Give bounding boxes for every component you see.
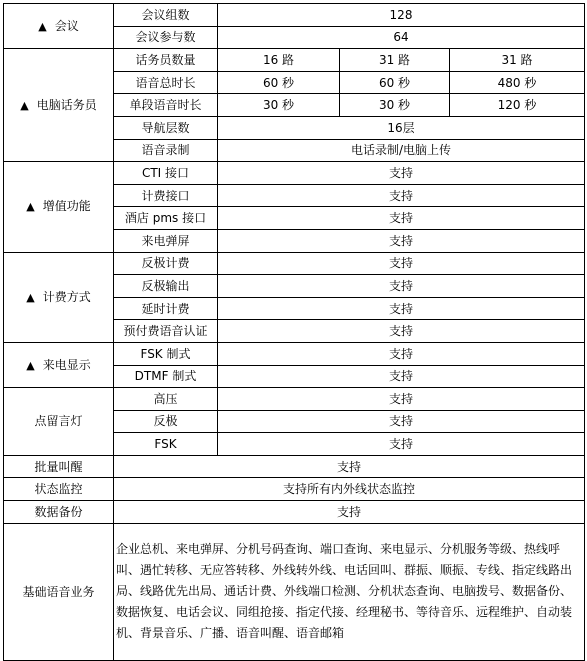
triangle-marker-icon: ▲ xyxy=(26,290,35,304)
item-label: 语音总时长 xyxy=(114,71,218,94)
item-label: 来电弹屏 xyxy=(114,229,218,252)
value-cell: 支持 xyxy=(218,410,585,433)
value-cell: 支持 xyxy=(218,433,585,456)
value-cell: 60 秒 xyxy=(340,71,450,94)
item-label: 酒店 pms 接口 xyxy=(114,207,218,230)
value-cell: 31 路 xyxy=(340,49,450,72)
value-cell: 支持 xyxy=(218,229,585,252)
value-cell: 支持 xyxy=(114,455,585,478)
value-cell: 128 xyxy=(218,4,585,27)
value-cell: 支持 xyxy=(218,388,585,411)
category-label: 计费方式 xyxy=(42,289,91,304)
value-cell: 电话录制/电脑上传 xyxy=(218,139,585,162)
category-cell xyxy=(4,49,114,162)
value-cell: 支持 xyxy=(218,184,585,207)
category-label: 会议 xyxy=(54,18,79,33)
category-cell xyxy=(4,342,114,387)
value-cell: 支持 xyxy=(218,252,585,275)
item-label: 数据备份 xyxy=(4,501,114,524)
triangle-marker-icon: ▲ xyxy=(20,98,29,112)
item-label: 反极计费 xyxy=(114,252,218,275)
item-label: 话务员数量 xyxy=(114,49,218,72)
table-row xyxy=(4,388,585,411)
category-label: 来电显示 xyxy=(42,357,91,372)
item-label: 会议组数 xyxy=(114,4,218,27)
item-label: 高压 xyxy=(114,388,218,411)
spec-table-body xyxy=(4,4,585,661)
services-text: 企业总机、来电弹屏、分机号码查询、端口查询、来电显示、分机服务等级、热线呼叫、遇忙转移、无应答转移、外线转外线、电话回叫、群振、顺振、专线、指定线路出局、线路优先出局、通话计费、外线端口检测、分机状态查询、电脑拨号、数据备份、数据恢复、电话会议、同组抢接、指定代接、经理秘书、等待音乐、远程维护、自动装机、背景音乐、广播、语音叫醒、语音邮箱 xyxy=(114,523,585,660)
item-label: 计费接口 xyxy=(114,184,218,207)
table-row xyxy=(4,342,585,365)
item-label: 基础语音业务 xyxy=(4,523,114,660)
item-label: 语音录制 xyxy=(114,139,218,162)
value-cell: 30 秒 xyxy=(218,94,340,117)
category-label: 增值功能 xyxy=(42,199,91,214)
item-label: 单段语音时长 xyxy=(114,94,218,117)
item-label: 批量叫醒 xyxy=(4,455,114,478)
item-label: 导航层数 xyxy=(114,116,218,139)
item-label: 反极 xyxy=(114,410,218,433)
table-row xyxy=(4,162,585,185)
item-label: 会议参与数 xyxy=(114,26,218,49)
value-cell: 60 秒 xyxy=(218,71,340,94)
value-cell: 支持 xyxy=(218,297,585,320)
category-cell xyxy=(4,162,114,252)
triangle-marker-icon: ▲ xyxy=(38,19,47,33)
item-label: FSK 制式 xyxy=(114,342,218,365)
value-cell: 支持 xyxy=(218,342,585,365)
value-cell: 支持 xyxy=(218,275,585,298)
item-label: 延时计费 xyxy=(114,297,218,320)
value-cell: 16 路 xyxy=(218,49,340,72)
table-row xyxy=(4,478,585,501)
table-row xyxy=(4,523,585,660)
item-label: 反极输出 xyxy=(114,275,218,298)
value-cell: 支持所有内外线状态监控 xyxy=(114,478,585,501)
category-cell xyxy=(4,4,114,49)
item-label: FSK xyxy=(114,433,218,456)
triangle-marker-icon: ▲ xyxy=(26,358,35,372)
table-row xyxy=(4,455,585,478)
value-cell: 30 秒 xyxy=(340,94,450,117)
value-cell: 480 秒 xyxy=(450,71,585,94)
category-cell xyxy=(4,252,114,342)
item-label: 状态监控 xyxy=(4,478,114,501)
item-label: 预付费语音认证 xyxy=(114,320,218,343)
table-row xyxy=(4,501,585,524)
value-cell: 支持 xyxy=(218,320,585,343)
value-cell: 支持 xyxy=(218,207,585,230)
triangle-marker-icon: ▲ xyxy=(26,200,35,214)
table-row xyxy=(4,4,585,27)
category-cell xyxy=(4,388,114,456)
value-cell: 31 路 xyxy=(450,49,585,72)
spec-table xyxy=(3,3,585,661)
value-cell: 120 秒 xyxy=(450,94,585,117)
value-cell: 支持 xyxy=(218,162,585,185)
table-row xyxy=(4,49,585,72)
value-cell: 16层 xyxy=(218,116,585,139)
item-label: CTI 接口 xyxy=(114,162,218,185)
value-cell: 支持 xyxy=(218,365,585,388)
category-label: 点留言灯 xyxy=(34,414,83,429)
category-label: 电脑话务员 xyxy=(36,97,97,112)
value-cell: 支持 xyxy=(114,501,585,524)
table-row xyxy=(4,252,585,275)
item-label: DTMF 制式 xyxy=(114,365,218,388)
value-cell: 64 xyxy=(218,26,585,49)
